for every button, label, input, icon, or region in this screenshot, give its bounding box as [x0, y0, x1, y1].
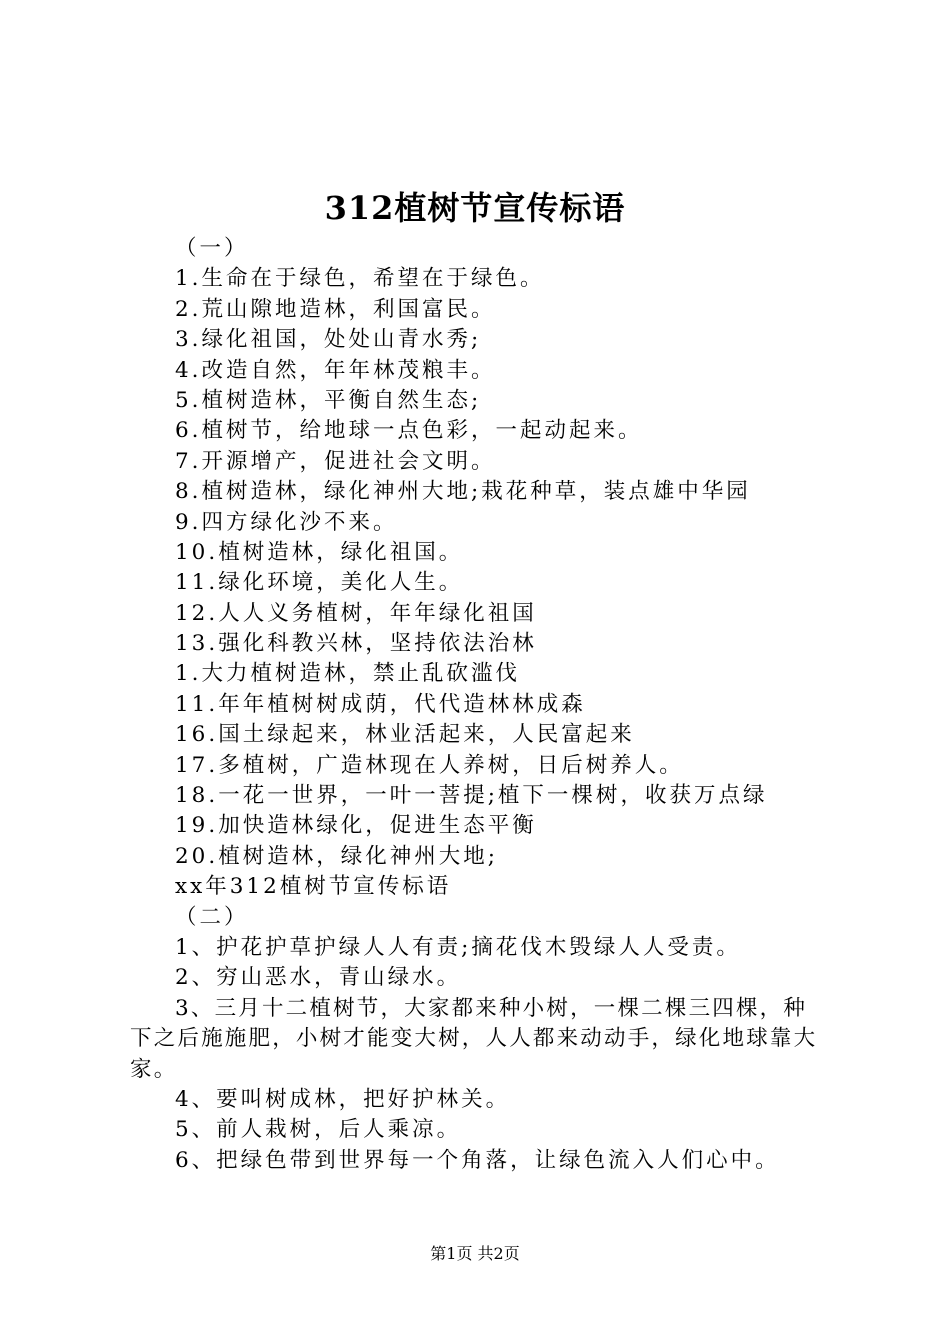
slogan-line: 7.开源增产，促进社会文明。: [175, 448, 496, 474]
slogan-line: 6.植树节，给地球一点色彩，一起动起来。: [175, 418, 643, 444]
slogan-line: 18.一花一世界，一叶一菩提;植下一棵树，收获万点绿: [175, 783, 768, 809]
section-heading: （二）: [175, 904, 249, 930]
slogan-line: 17.多植树，广造林现在人养树，日后树养人。: [175, 752, 684, 778]
section-heading: （一）: [175, 236, 249, 261]
slogan-line: 5、前人栽树，后人乘凉。: [175, 1117, 462, 1143]
slogan-line: 20.植树造林，绿化神州大地;: [175, 843, 498, 869]
slogan-line: 16.国土绿起来，林业活起来，人民富起来: [175, 722, 635, 748]
document-body: [130, 234, 830, 1176]
slogan-line: 3.绿化祖国，处处山青水秀;: [175, 327, 482, 353]
page-footer: 第1页 共2页: [430, 1244, 520, 1263]
slogan-line: 12.人人义务植树，年年绿化祖国: [175, 600, 537, 626]
slogan-line: 2.荒山隙地造林，利国富民。: [175, 296, 496, 322]
slogan-paragraph: 3、三月十二植树节，大家都来种小树，一棵二棵三四棵，种下之后施施肥，小树才能变大树，人人都来动动手，绿化地球靠大家。: [130, 995, 818, 1082]
slogan-line: 2、穷山恶水，青山绿水。: [175, 965, 462, 991]
slogan-line: 1、护花护草护绿人人有责;摘花伐木毁绿人人受责。: [175, 934, 741, 960]
slogan-line: 9.四方绿化沙不来。: [175, 509, 398, 535]
slogan-line: 4、要叫树成林，把好护林关。: [175, 1086, 511, 1112]
page-title: 312植树节宣传标语: [324, 189, 626, 227]
slogan-line: 6、把绿色带到世界每一个角落，让绿色流入人们心中。: [175, 1147, 780, 1173]
slogan-line: 10.植树造林，绿化祖国。: [175, 539, 464, 565]
slogan-line: 1.生命在于绿色，希望在于绿色。: [175, 266, 545, 292]
slogan-line: 5.植树造林，平衡自然生态;: [175, 387, 482, 413]
subheading-line: xx年312植树节宣传标语: [175, 874, 452, 900]
slogan-line: 1.大力植树造林，禁止乱砍滥伐: [175, 661, 521, 687]
slogan-line: 4.改造自然，年年林茂粮丰。: [175, 357, 496, 383]
slogan-line: 8.植树造林，绿化神州大地;栽花种草，装点雄中华园: [175, 479, 751, 505]
slogan-line: 11.绿化环境，美化人生。: [175, 570, 464, 596]
slogan-line: 19.加快造林绿化，促进生态平衡: [175, 813, 537, 839]
slogan-line: 11.年年植树树成荫，代代造林林成森: [175, 691, 586, 717]
slogan-line: 13.强化科教兴林，坚持依法治林: [175, 631, 537, 657]
